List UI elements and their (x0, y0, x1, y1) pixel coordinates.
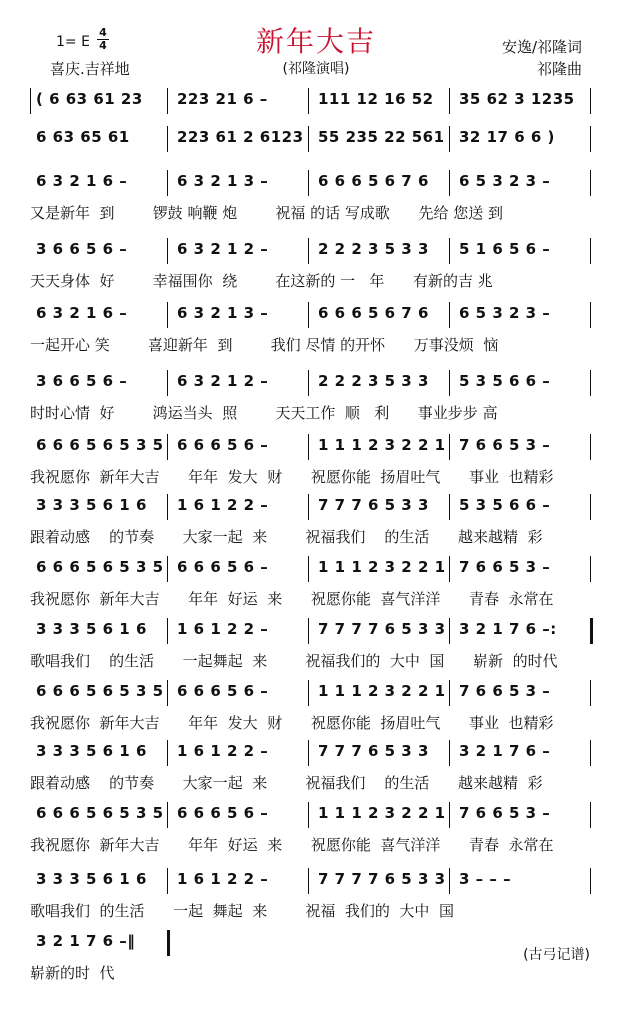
notation-row (30, 682, 600, 704)
time-signature-top: 4 (99, 26, 107, 39)
lyrics-row: 又是新年 到 锣鼓 响鞭 炮 祝福 的话 写成歌 先给 您送 到 (30, 204, 504, 222)
measure: 3 6 6 5 6 – (36, 240, 128, 258)
measure: 1 1 1 2 3 2 2 1 (318, 804, 446, 822)
measure: 6 3 2 1 6 – (36, 172, 128, 190)
measure: 3 2 1 7 6 –‖ (36, 932, 136, 950)
measure: 5 3 5 6 6 – (459, 372, 551, 390)
measure: 6 3 2 1 3 – (177, 172, 269, 190)
measure: 7 6 6 5 3 – (459, 436, 551, 454)
notation-row (30, 804, 600, 826)
lyrics-row: 我祝愿你 新年大吉 年年 发大 财 祝愿你能 扬眉吐气 事业 也精彩 (30, 468, 554, 486)
measure: 3 3 3 5 6 1 6 (36, 496, 147, 514)
measure: 1 6 1 2 2 – (177, 742, 269, 760)
measure: 3 6 6 5 6 – (36, 372, 128, 390)
notation-row (30, 172, 600, 194)
measure: 1 1 1 2 3 2 2 1 (318, 682, 446, 700)
lyrics-row: 一起开心 笑 喜迎新年 到 我们 尽情 的开怀 万事没烦 恼 (30, 336, 499, 354)
notation-row (30, 372, 600, 394)
measure: 6 6 6 5 6 – (177, 558, 269, 576)
measure: 1 1 1 2 3 2 2 1 (318, 436, 446, 454)
measure: 32 17 6 6 ) (459, 128, 555, 146)
lyrics-row: 跟着动感 的节奏 大家一起 来 祝福我们 的生活 越来越精 彩 (30, 774, 543, 792)
song-title: 新年大吉 (255, 25, 376, 58)
composer: 祁隆曲 (536, 60, 582, 78)
notation-row (30, 128, 600, 150)
measure: 1 6 1 2 2 – (177, 620, 269, 638)
measure: 6 3 2 1 6 – (36, 304, 128, 322)
measure: 7 7 7 6 5 3 3 (318, 742, 429, 760)
notation-row (30, 304, 600, 326)
measure: 6 6 6 5 6 – (177, 436, 269, 454)
measure: 6 6 6 5 6 7 6 (318, 304, 429, 322)
measure: 6 6 6 5 6 5 3 5 (36, 558, 164, 576)
notation-row (30, 620, 600, 642)
notation-row (30, 742, 600, 764)
notation-row (30, 496, 600, 518)
measure: 6 6 6 5 6 5 3 5 (36, 682, 164, 700)
measure: 6 63 65 61 (36, 128, 130, 146)
notation-row (30, 870, 600, 892)
measure: 7 6 6 5 3 – (459, 804, 551, 822)
lyrics-row: 我祝愿你 新年大吉 年年 好运 来 祝愿你能 喜气洋洋 青春 永常在 (30, 590, 554, 608)
measure: ( 6 63 61 23 (36, 90, 143, 108)
lyrics-row: 我祝愿你 新年大吉 年年 好运 来 祝愿你能 喜气洋洋 青春 永常在 (30, 836, 554, 854)
measure: 2 2 2 3 5 3 3 (318, 372, 429, 390)
measure: 6 6 6 5 6 5 3 5 (36, 804, 164, 822)
measure: 7 7 7 7 6 5 3 3 (318, 870, 446, 888)
style-marking: 喜庆.吉祥地 (50, 60, 130, 78)
measure: 1 1 1 2 3 2 2 1 (318, 558, 446, 576)
measure: 3 3 3 5 6 1 6 (36, 620, 147, 638)
measure: 55 235 22 561 (318, 128, 445, 146)
time-signature-bottom: 4 (99, 39, 107, 52)
lyrics-row: 跟着动感 的节奏 大家一起 来 祝福我们 的生活 越来越精 彩 (30, 528, 543, 546)
notation-row (30, 558, 600, 580)
measure: 6 6 6 5 6 – (177, 804, 269, 822)
measure: 6 3 2 1 3 – (177, 304, 269, 322)
performer: (祁隆演唱) (282, 61, 350, 77)
lyrics-row: 我祝愿你 新年大吉 年年 发大 财 祝愿你能 扬眉吐气 事业 也精彩 (30, 714, 554, 732)
measure: 6 6 6 5 6 5 3 5 (36, 436, 164, 454)
transcriber-credit: (古弓记谱) (523, 947, 590, 963)
measure: 7 7 7 7 6 5 3 3 (318, 620, 446, 638)
time-signature (97, 28, 109, 51)
measure: 3 3 3 5 6 1 6 (36, 870, 147, 888)
lyrics-row: 时时心情 好 鸿运当头 照 天天工作 顺 利 事业步步 高 (30, 404, 498, 422)
key-signature: 1= E (56, 34, 90, 50)
notation-row (30, 436, 600, 458)
lyrics-row: 崭新的时 代 (30, 964, 115, 982)
measure: 223 61 2 6123 (177, 128, 304, 146)
measure: 3 3 3 5 6 1 6 (36, 742, 147, 760)
measure: 2 2 2 3 5 3 3 (318, 240, 429, 258)
measure: 111 12 16 52 (318, 90, 434, 108)
measure: 5 1 6 5 6 – (459, 240, 551, 258)
measure: 6 5 3 2 3 – (459, 172, 551, 190)
notation-row (30, 240, 600, 262)
lyrics-row: 天天身体 好 幸福围你 绕 在这新的 一 年 有新的吉 兆 (30, 272, 493, 290)
measure: 7 6 6 5 3 – (459, 558, 551, 576)
measure: 7 7 7 6 5 3 3 (318, 496, 429, 514)
measure: 6 3 2 1 2 – (177, 240, 269, 258)
measure: 3 2 1 7 6 –: (459, 620, 557, 638)
notation-row (30, 932, 600, 954)
measure: 223 21 6 – (177, 90, 268, 108)
measure: 35 62 3 1235 (459, 90, 575, 108)
measure: 6 3 2 1 2 – (177, 372, 269, 390)
measure: 3 2 1 7 6 – (459, 742, 551, 760)
measure: 6 6 6 5 6 7 6 (318, 172, 429, 190)
measure: 6 5 3 2 3 – (459, 304, 551, 322)
measure: 3 – – – (459, 870, 512, 888)
lyricist: 安逸/祁隆词 (501, 38, 582, 56)
measure: 5 3 5 6 6 – (459, 496, 551, 514)
notation-row (30, 90, 600, 112)
measure: 1 6 1 2 2 – (177, 496, 269, 514)
measure: 1 6 1 2 2 – (177, 870, 269, 888)
lyrics-row: 歌唱我们 的生活 一起 舞起 来 祝福 我们的 大中 国 (30, 902, 454, 920)
measure: 6 6 6 5 6 – (177, 682, 269, 700)
lyrics-row: 歌唱我们 的生活 一起舞起 来 祝福我们的 大中 国 崭新 的时代 (30, 652, 558, 670)
measure: 7 6 6 5 3 – (459, 682, 551, 700)
